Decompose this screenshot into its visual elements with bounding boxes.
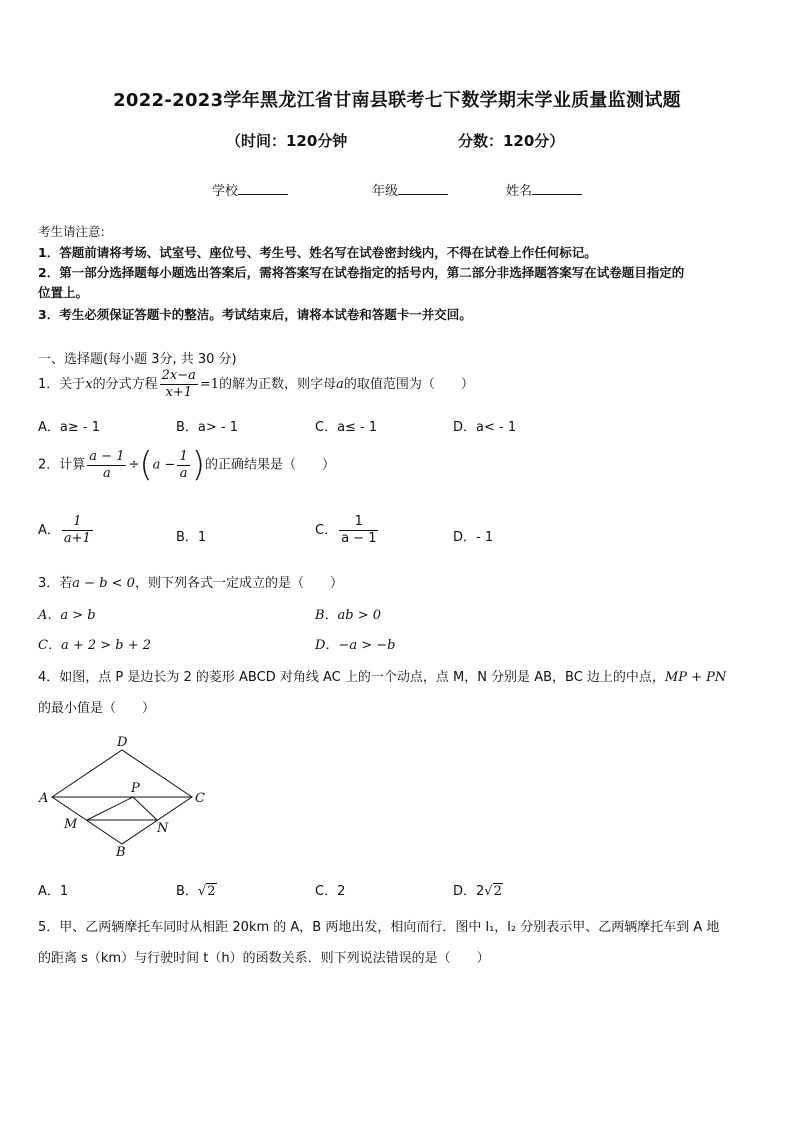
q4-option-b-label: B． — [176, 884, 198, 899]
rhombus-figure — [30, 728, 220, 864]
grade-label: 年级 — [372, 184, 399, 199]
q4-option-d-label: D．2 — [453, 884, 485, 899]
label-b: B — [116, 845, 126, 860]
q2-minus: − — [164, 457, 176, 473]
question-3 — [38, 572, 343, 591]
q1-denominator: x+1 — [165, 385, 193, 400]
q1-var-x: x — [85, 377, 93, 392]
q3-option-a[interactable]: A．a > b — [38, 608, 96, 623]
q2-option-b[interactable]: B．1 — [176, 530, 207, 545]
q4-option-d-radicand: 2 — [493, 884, 502, 899]
label-a: A — [39, 791, 49, 806]
school-label: 学校 — [212, 184, 239, 199]
q2-option-c-fraction — [339, 514, 378, 547]
q1-suffix2: 的取值范围为（ ） — [343, 377, 474, 392]
segment-pn — [133, 797, 157, 820]
q1-option-d[interactable]: D．a< - 1 — [453, 420, 517, 435]
q4-option-b-radicand: 2 — [207, 884, 216, 899]
segment-mp — [87, 797, 133, 820]
q2-option-c-den: a − 1 — [341, 531, 377, 546]
q2-fraction-2 — [177, 449, 189, 482]
notice-item: 3．考生必须保证答题卡的整洁。考试结束后，请将本试卷和答题卡一并交回。 — [38, 307, 472, 322]
q2-option-a-label: A． — [38, 523, 60, 538]
q3-option-c[interactable]: C．a + 2 > b + 2 — [38, 638, 152, 653]
q2-option-a[interactable] — [38, 514, 95, 547]
q2-option-c[interactable] — [315, 514, 380, 547]
q2-option-a-fraction — [62, 514, 93, 547]
q1-var-a: a — [336, 377, 344, 392]
q2-prefix: 2．计算 — [38, 457, 86, 473]
school-field — [212, 180, 288, 199]
q4-line1: 4．如图，点 P 是边长为 2 的菱形 ABCD 对角线 AC 上的一个动点，点 M，N 分别是 AB，BC 边上的中点， — [38, 670, 665, 685]
q1-prefix: 1．关于 — [38, 377, 86, 392]
q2-option-d[interactable]: D．- 1 — [453, 530, 494, 545]
q4-expression: MP + PN — [664, 670, 727, 685]
q2-numerator-2: 1 — [179, 448, 188, 464]
q2-divide: ÷ — [128, 457, 140, 473]
name-blank — [532, 181, 582, 195]
q4-option-a[interactable]: A．1 — [38, 884, 69, 899]
label-n: N — [157, 821, 169, 836]
q2-option-a-den: a+1 — [63, 531, 91, 546]
question-4 — [38, 666, 726, 685]
q4-option-d[interactable] — [453, 880, 503, 899]
q3-option-b[interactable]: B．ab > 0 — [315, 608, 382, 623]
q1-numerator: 2x−a — [161, 368, 196, 383]
notice-item: 位置上。 — [38, 285, 89, 300]
q4-option-b[interactable] — [176, 880, 217, 899]
q1-mid: 的分式方程 — [92, 377, 158, 392]
q3-suffix: ，则下列各式一定成立的是（ ） — [134, 576, 343, 591]
q2-denominator-2: a — [179, 465, 188, 481]
q2-left-paren: ( — [139, 445, 153, 485]
exam-time: （时间：120分钟 — [226, 132, 348, 150]
q1-equals: =1 — [199, 377, 220, 392]
q1-option-a[interactable]: A．a≥ - 1 — [38, 420, 100, 435]
q5-line1: 5．甲、乙两辆摩托车同时从相距 20km 的 A，B 两地出发，相向而行．图中 l₁，l₂ 分别表示甲、乙两辆摩托车到 A 地 — [38, 920, 720, 935]
label-p: P — [131, 781, 140, 796]
name-field — [506, 180, 582, 199]
q1-fraction — [160, 368, 198, 401]
q1-suffix1: 的解为正数，则字母 — [219, 377, 337, 392]
q4-line2: 的最小值是（ ） — [38, 701, 156, 716]
label-c: C — [195, 791, 205, 806]
q2-a: a — [152, 457, 161, 473]
q2-option-c-label: C． — [315, 523, 338, 538]
q2-right-paren: ) — [191, 445, 205, 485]
label-d: D — [117, 735, 128, 750]
exam-score: 分数：120分） — [458, 132, 565, 150]
q2-numerator-1: a − 1 — [89, 448, 125, 464]
sqrt-icon: √2 — [197, 884, 216, 899]
q2-option-a-num: 1 — [62, 514, 93, 531]
q5-line2: 的距离 s（km）与行驶时间 t（h）的函数关系．则下列说法错误的是（ ） — [38, 951, 490, 966]
q3-condition: a − b < 0 — [72, 576, 135, 591]
grade-blank — [398, 181, 448, 195]
notice-heading: 考生请注意: — [38, 224, 105, 239]
q4-option-c[interactable]: C．2 — [315, 884, 346, 899]
grade-field — [372, 180, 448, 199]
question-2 — [38, 445, 336, 485]
school-blank — [238, 181, 288, 195]
q2-denominator-1: a — [102, 465, 111, 481]
q1-option-c[interactable]: C．a≤ - 1 — [315, 420, 378, 435]
q2-fraction-1 — [87, 449, 126, 482]
sqrt-icon: √2 — [484, 884, 502, 899]
q2-option-c-num: 1 — [339, 514, 378, 531]
q3-option-d[interactable]: D．−a > −b — [315, 638, 396, 653]
question-1 — [38, 368, 474, 401]
q1-option-b[interactable]: B．a> - 1 — [176, 420, 239, 435]
label-m: M — [64, 817, 78, 832]
notice-item: 1．答题前请将考场、试室号、座位号、考生号、姓名写在试卷密封线内，不得在试卷上作任何标记。 — [38, 245, 597, 260]
notice-item: 2．第一部分选择题每小题选出答案后，需将答案写在试卷指定的括号内，第二部分非选择题答案写在试卷题目指定的 — [38, 265, 685, 280]
q3-prefix: 3．若 — [38, 576, 73, 591]
section-heading: 一、选择题(每小题 3分, 共 30 分) — [38, 352, 237, 367]
page-title: 2022-2023学年黑龙江省甘南县联考七下数学期末学业质量监测试题 — [113, 90, 681, 111]
q2-suffix: 的正确结果是（ ） — [205, 457, 336, 473]
name-label: 姓名 — [506, 184, 533, 199]
